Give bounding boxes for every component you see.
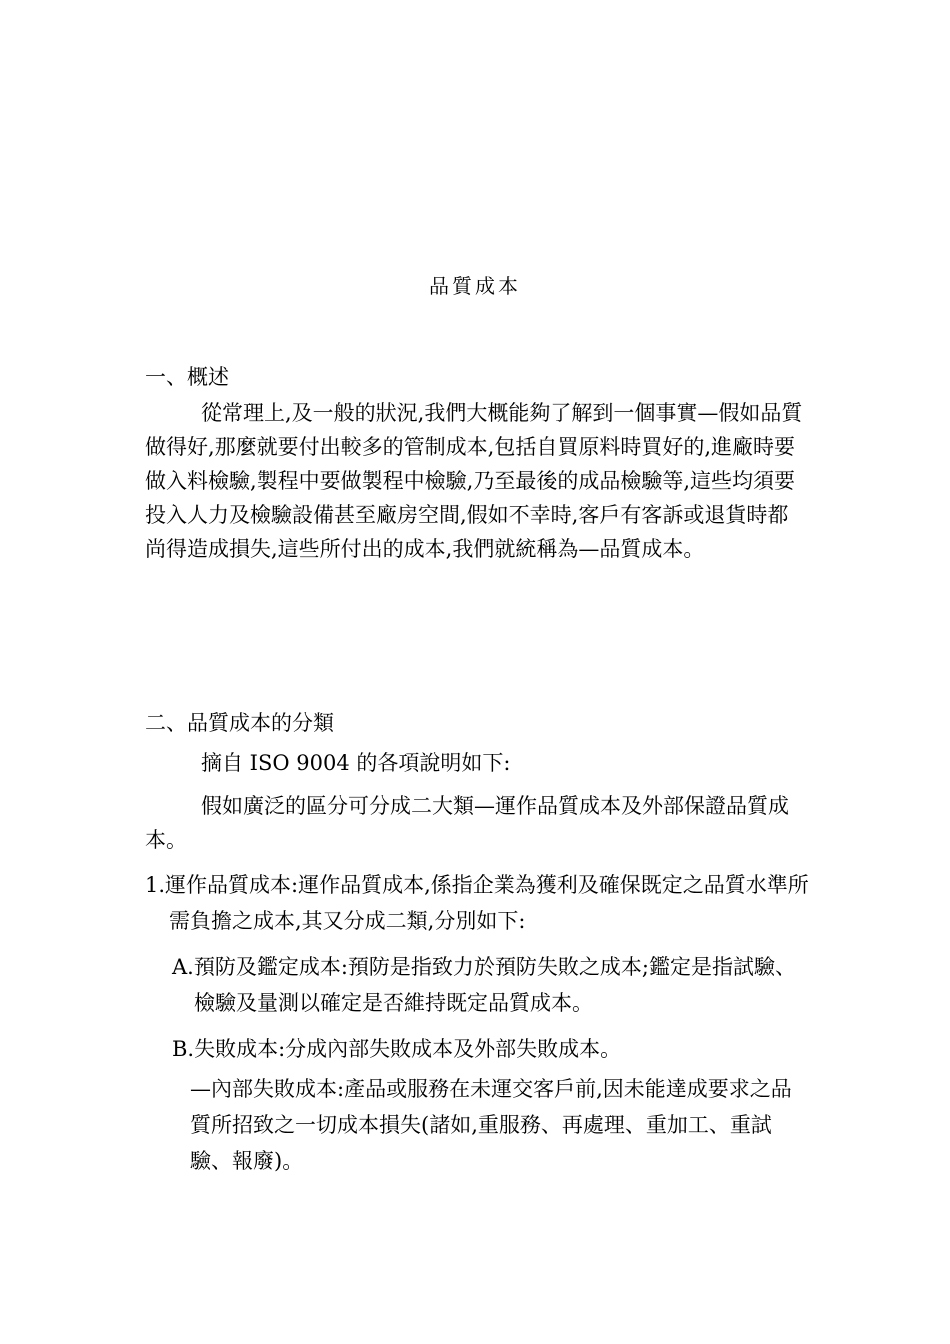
section-heading-classification: 二、品質成本的分類 xyxy=(145,711,334,735)
classification-paragraph-text: 假如廣泛的區分可分成二大類—運作品質成本及外部保證品質成本。 xyxy=(145,794,789,852)
list-item-prevention-appraisal-cost: A.預防及鑑定成本:預防是指致力於預防失敗之成本;鑑定是指試驗、檢驗及量測以確定是否維持既定品質成本。 xyxy=(172,955,796,1015)
classification-intro: 摘自 ISO 9004 的各項說明如下: xyxy=(201,751,511,775)
overview-paragraph-text: 從常理上,及一般的狀況,我們大概能夠了解到一個事實—假如品質做得好,那麼就要付出較多的管制成本,包括自買原料時買好的,進廠時要做入料檢驗,製程中要做製程中檢驗,乃至最後的成品檢驗等,這些均須要投入人力及檢驗設備甚至廠房空間,假如不幸時,客戶有客訴或退貨時都尚得造成損失,這些所付出的成本,我們就統稱為—品質成本。 xyxy=(145,401,803,561)
list-item-internal-failure-cost: —內部失敗成本:產品或服務在未運交客戶前,因未能達成要求之品質所招致之一切成本損失(諸如,重服務、再處理、重加工、重試驗、報廢)。 xyxy=(190,1077,792,1173)
overview-paragraph xyxy=(145,396,809,566)
classification-paragraph xyxy=(145,789,809,857)
section-heading-overview: 一、概述 xyxy=(145,365,229,389)
list-item-operating-quality-cost: 1.運作品質成本:運作品質成本,係指企業為獲利及確保既定之品質水準所需負擔之成本,其又分成二類,分別如下: xyxy=(145,873,809,933)
page-title: 品質成本 xyxy=(429,274,521,298)
list-item-failure-cost: B.失敗成本:分成內部失敗成本及外部失敗成本。 xyxy=(172,1037,622,1061)
